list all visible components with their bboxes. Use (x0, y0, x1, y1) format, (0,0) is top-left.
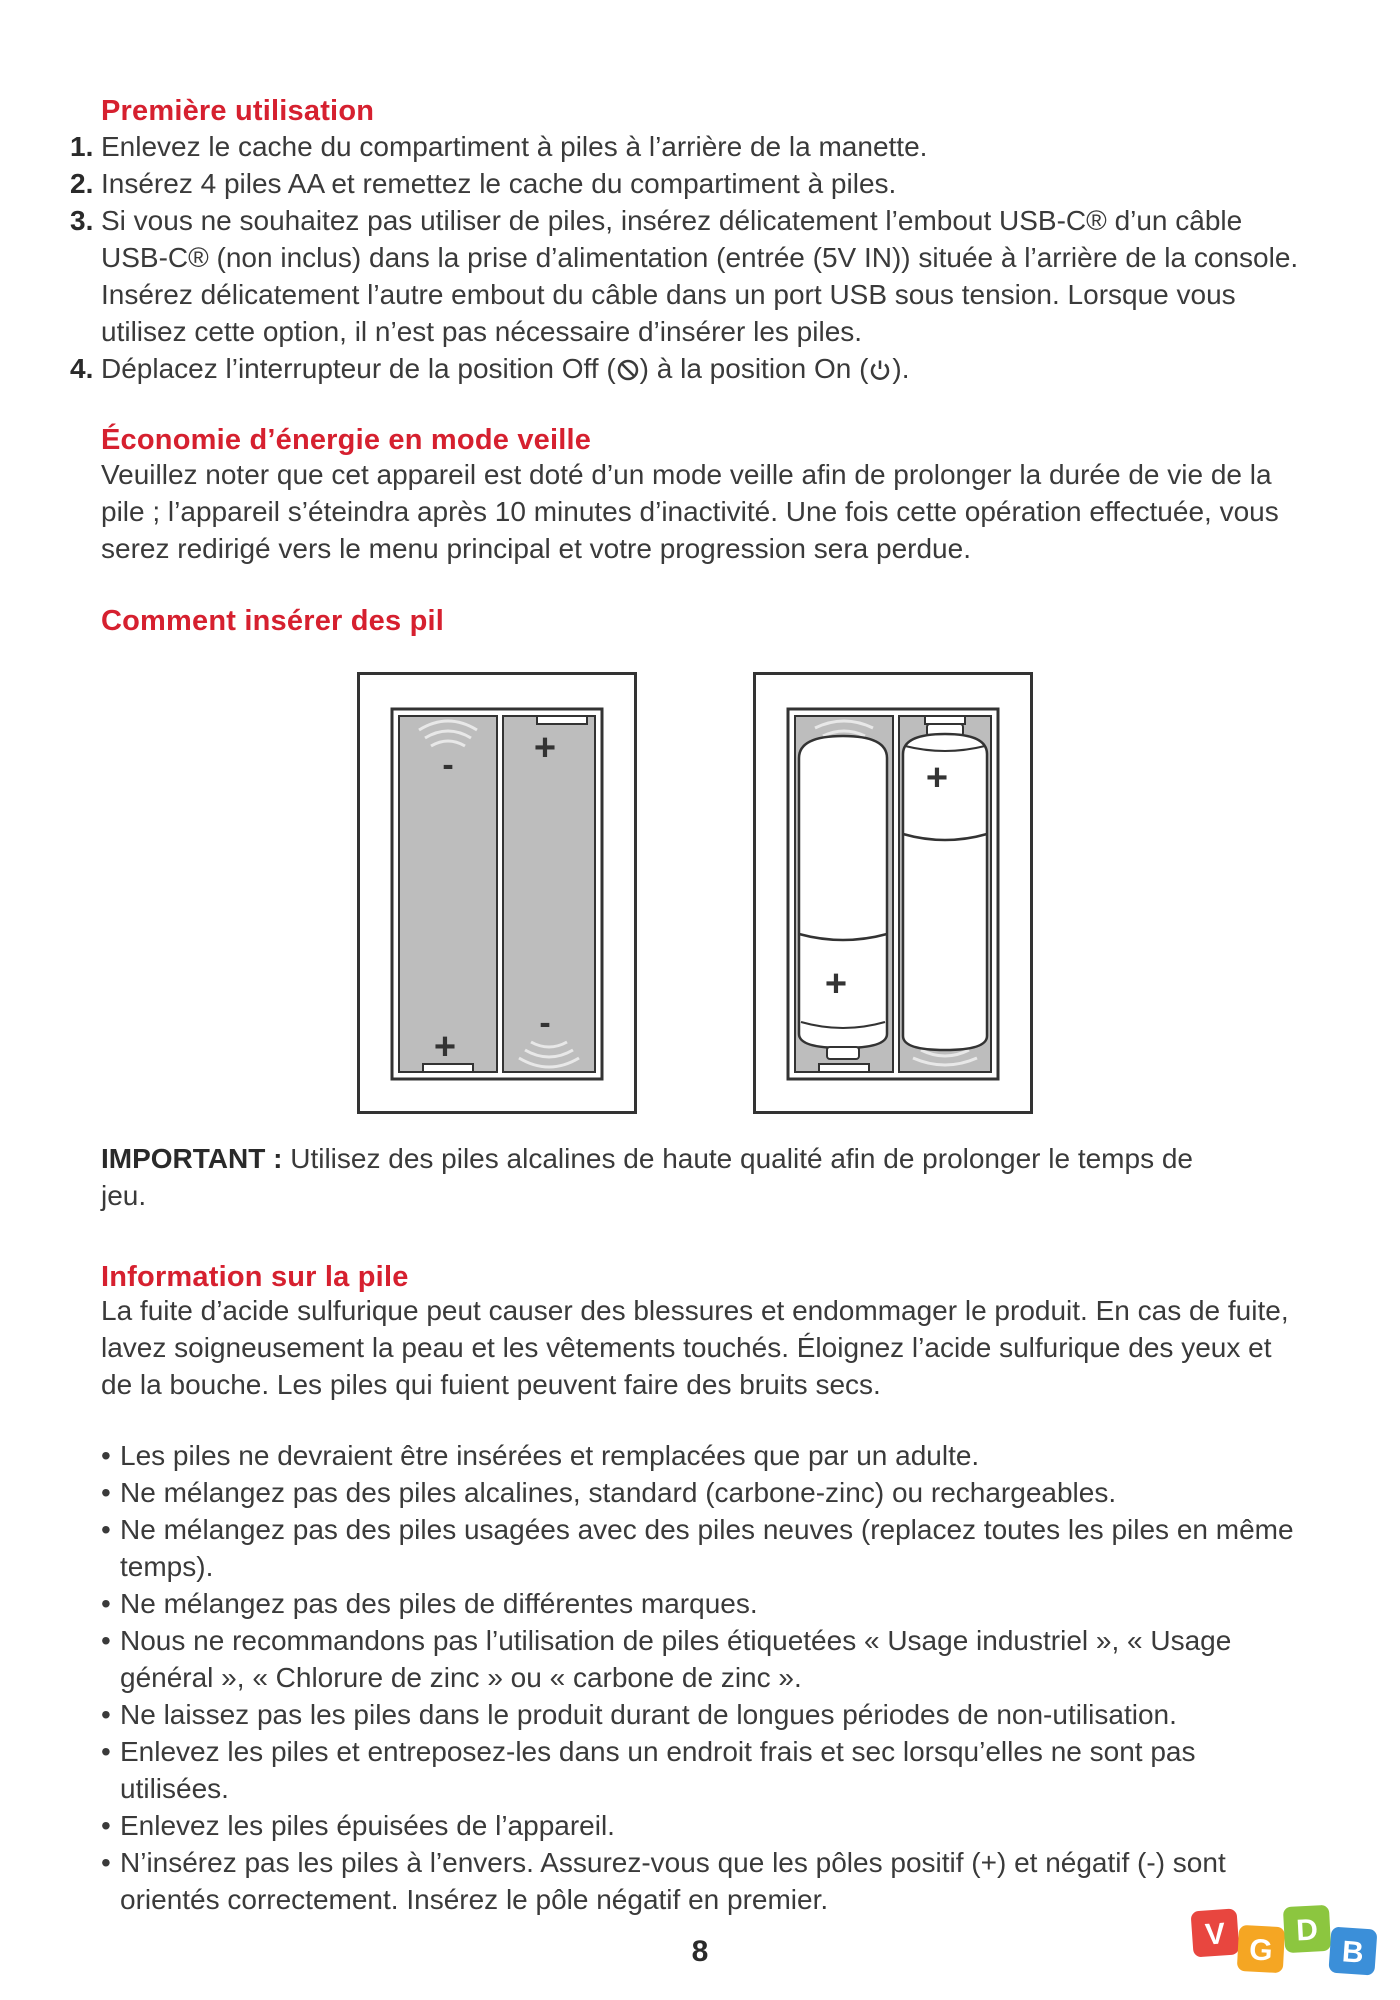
list-item (101, 1733, 1301, 1807)
list-item-text: N’insérez pas les piles à l’envers. Assurez-vous que les pôles positif (+) et négatif (-) sont orientés correctement. Insérez le pôle négatif en premier. (120, 1847, 1226, 1915)
step-text: Insérez 4 piles AA et remettez le cache du compartiment à piles. (101, 168, 897, 199)
list-item (101, 1437, 1301, 1474)
sleep-mode-heading: Économie d’énergie en mode veille (101, 424, 592, 456)
step-text (101, 350, 1310, 387)
plus-label: + (533, 727, 557, 769)
bullet-marker: • (101, 1588, 111, 1619)
list-item-text: Enlevez les piles et entreposez-les dans un endroit frais et sec lorsqu’elles ne sont pas utilisées. (120, 1736, 1196, 1804)
list-item (101, 1622, 1301, 1696)
step-text: Enlevez le cache du compartiment à piles à l’arrière de la manette. (101, 131, 928, 162)
step-number: 1. (70, 131, 94, 162)
important-text: Utilisez des piles alcalines de haute qualité afin de prolonger le temps de jeu. (101, 1143, 1193, 1211)
minus-label: - (539, 1004, 551, 1042)
list-item (101, 1696, 1301, 1733)
list-item (101, 1844, 1301, 1918)
sleep-mode-text: Veuillez noter que cet appareil est doté d’un mode veille afin de prolonger la durée de vie de la pile ; l’appareil s’éteindra après 10 minutes d’inactivité. Une fois cette opération effectuée, vous serez redirigé vers le menu principal et votre progression sera perdue. (101, 459, 1279, 564)
step-item (70, 202, 1310, 350)
step-text: Si vous ne souhaitez pas utiliser de piles, insérez délicatement l’embout USB-C® d’un câble USB-C® (non inclus) dans la prise d’alimentation (entrée (5V IN)) située à l’arrière de la console. Insérez délicatement l’autre embout du câble dans un port USB sous tension. Lorsque vous utilisez cette option, il n’est pas nécessaire d’insérer les piles. (101, 205, 1299, 347)
power-off-icon (616, 358, 640, 382)
list-item (101, 1585, 1301, 1622)
list-item-text: Nous ne recommandons pas l’utilisation de piles étiquetées « Usage industriel », « Usage général », « Chlorure de zinc » ou « carbone de zinc ». (120, 1625, 1232, 1693)
step-item (70, 128, 1310, 165)
step-text-part: ) à la position On ( (639, 353, 869, 384)
list-item (101, 1511, 1301, 1585)
step-number: 2. (70, 168, 94, 199)
logo-letter: B (1340, 1935, 1365, 1970)
first-use-heading: Première utilisation (101, 95, 375, 127)
logo-letter: G (1248, 1933, 1274, 1968)
list-item-text: Ne laissez pas les piles dans le produit durant de longues périodes de non-utilisation. (120, 1699, 1177, 1730)
bullet-marker: • (101, 1440, 111, 1471)
battery-info-heading: Information sur la pile (101, 1261, 409, 1293)
empty-compartment-diagram (357, 672, 637, 1114)
list-item-text: Ne mélangez pas des piles alcalines, standard (carbone-zinc) ou rechargeables. (120, 1477, 1117, 1508)
first-use-steps (70, 128, 1310, 387)
battery-safety-list (101, 1437, 1301, 1918)
minus-label: - (442, 746, 454, 784)
logo-letter: D (1295, 1913, 1319, 1948)
power-on-icon (868, 358, 892, 382)
plus-label: + (925, 757, 949, 799)
contact-plate (537, 716, 587, 724)
bullet-marker: • (101, 1736, 111, 1767)
important-label: IMPORTANT : (101, 1143, 283, 1174)
vgdb-logo (1186, 1900, 1386, 1990)
list-item-text: Ne mélangez pas des piles de différentes marques. (120, 1588, 758, 1619)
bullet-marker: • (101, 1625, 111, 1656)
step-text-part: Déplacez l’interrupteur de la position Off ( (101, 353, 616, 384)
bullet-marker: • (101, 1699, 111, 1730)
insert-batteries-heading: Comment insérer des pil (101, 605, 445, 637)
list-item-text: Ne mélangez pas des piles usagées avec des piles neuves (replacez toutes les piles en même temps). (120, 1514, 1294, 1582)
step-number: 4. (70, 353, 94, 384)
plus-label: + (824, 963, 848, 1005)
bullet-marker: • (101, 1810, 111, 1841)
battery-info-text: La fuite d’acide sulfurique peut causer des blessures et endommager le produit. En cas de fuite, lavez soigneusement la peau et les vêtements touchés. Éloignez l’acide sulfurique des yeux et de la bouche. Les piles qui fuient peuvent faire des bruits secs. (101, 1295, 1289, 1400)
bullet-marker: • (101, 1514, 111, 1545)
step-number: 3. (70, 205, 94, 236)
bullet-marker: • (101, 1847, 111, 1878)
page-number: 8 (691, 1935, 709, 1968)
important-note (101, 1140, 1221, 1214)
plus-label: + (433, 1026, 457, 1068)
bullet-marker: • (101, 1477, 111, 1508)
step-item (70, 165, 1310, 202)
logo-letter: V (1204, 1917, 1227, 1952)
list-item-text: Enlevez les piles épuisées de l’appareil. (120, 1810, 615, 1841)
batteries-inserted-diagram (753, 672, 1033, 1114)
list-item-text: Les piles ne devraient être insérées et remplacées que par un adulte. (120, 1440, 980, 1471)
list-item (101, 1474, 1301, 1511)
step-item (70, 350, 1310, 387)
list-item (101, 1807, 1301, 1844)
step-text-part: ). (892, 353, 910, 384)
aa-battery (799, 736, 887, 1072)
